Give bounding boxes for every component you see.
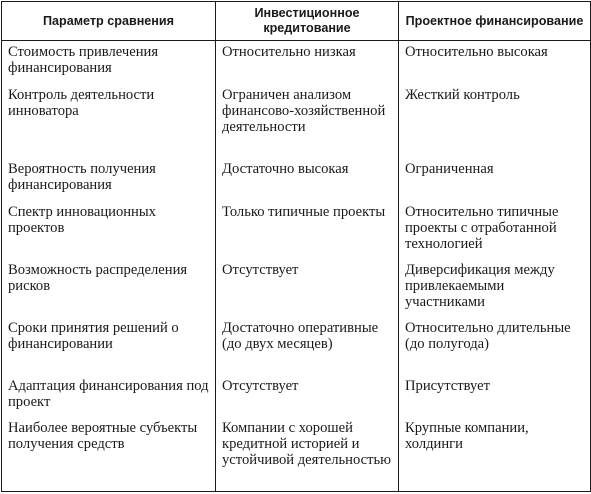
comparison-table bbox=[1, 1, 591, 492]
cell-project-finance: Жесткий контроль bbox=[399, 84, 591, 158]
cell-investment-credit: Ограничен анализом финансово-хозяйственной деятельности bbox=[216, 84, 399, 158]
cell-project-finance: Крупные компании, холдинги bbox=[399, 417, 591, 492]
cell-parameter: Адаптация финансирования под проект bbox=[2, 375, 216, 417]
cell-investment-credit: Отсутствует bbox=[216, 259, 399, 317]
table-row bbox=[2, 41, 591, 85]
cell-project-finance: Ограниченная bbox=[399, 158, 591, 201]
cell-project-finance: Относительно типичные проекты с отработанной технологией bbox=[399, 201, 591, 259]
cell-parameter: Спектр инновационных проектов bbox=[2, 201, 216, 259]
table-row bbox=[2, 259, 591, 317]
table-row bbox=[2, 417, 591, 492]
cell-parameter: Вероятность получения финансирования bbox=[2, 158, 216, 201]
cell-investment-credit: Относительно низкая bbox=[216, 41, 399, 85]
header-parameter: Параметр сравнения bbox=[2, 2, 216, 41]
cell-investment-credit: Только типичные проекты bbox=[216, 201, 399, 259]
header-row bbox=[2, 2, 591, 41]
header-project-finance: Проектное финансирование bbox=[399, 2, 591, 41]
cell-parameter: Возможность распределения рисков bbox=[2, 259, 216, 317]
cell-parameter: Стоимость привлечения финансирования bbox=[2, 41, 216, 85]
cell-investment-credit: Отсутствует bbox=[216, 375, 399, 417]
table-row bbox=[2, 375, 591, 417]
cell-investment-credit: Компании с хорошей кредитной историей и устойчивой деятельностью bbox=[216, 417, 399, 492]
header-investment-credit: Инвестиционное кредитование bbox=[216, 2, 399, 41]
cell-parameter: Сроки принятия решений о финансировании bbox=[2, 317, 216, 375]
table-header bbox=[2, 2, 591, 41]
cell-parameter: Контроль деятельности инноватора bbox=[2, 84, 216, 158]
cell-parameter: Наиболее вероятные субъекты получения средств bbox=[2, 417, 216, 492]
cell-project-finance: Относительно длительные (до полугода) bbox=[399, 317, 591, 375]
cell-project-finance: Присутствует bbox=[399, 375, 591, 417]
cell-investment-credit: Достаточно оперативные (до двух месяцев) bbox=[216, 317, 399, 375]
cell-project-finance: Относительно высокая bbox=[399, 41, 591, 85]
table-row bbox=[2, 201, 591, 259]
table-row bbox=[2, 84, 591, 158]
table-row bbox=[2, 158, 591, 201]
table-body bbox=[2, 41, 591, 492]
table-row bbox=[2, 317, 591, 375]
cell-project-finance: Диверсификация между привлекаемыми участниками bbox=[399, 259, 591, 317]
cell-investment-credit: Достаточно высокая bbox=[216, 158, 399, 201]
document-page bbox=[1, 1, 590, 492]
